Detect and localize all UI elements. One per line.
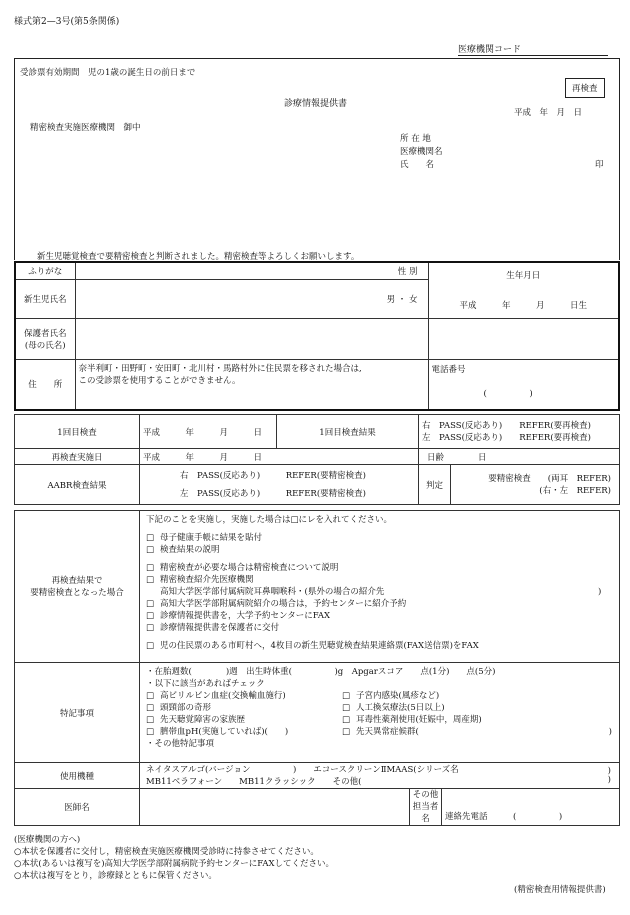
birth-info-line[interactable]: ・在胎週数( )週 出生時体重( )g Apgarスコア 点(1分) 点(5分) xyxy=(146,667,496,677)
check-cord-ph[interactable]: □ 臍帯血pH(実施していれば)( ) xyxy=(146,726,342,738)
special-notes xyxy=(140,663,620,763)
footer-notes xyxy=(14,834,334,882)
recheck-date-label: 再検査実施日 xyxy=(15,449,140,465)
first-exam-label: 1回目検査 xyxy=(15,415,140,449)
check-item-fax-center[interactable]: □ 診療情報提供書を，大学予約センターにFAX xyxy=(146,610,616,622)
institution-code-label: 医療機関コード xyxy=(458,45,522,55)
dob-cell[interactable] xyxy=(428,262,619,319)
address-note-2: この受診票を使用することができません。 xyxy=(78,375,241,386)
phone-label: 電話番号 xyxy=(431,364,466,375)
exam-table xyxy=(14,414,620,505)
referral-dest-close: ) xyxy=(598,587,602,597)
check-item-explain-detail[interactable]: □ 精密検査が必要な場合は精密検査について説明 xyxy=(146,562,616,574)
equipment-field[interactable] xyxy=(140,763,620,789)
aabr-right: 右 PASS(反応あり) REFER(要精密検査) xyxy=(180,470,366,481)
footer-note-2: ○本状(あるいは複写を)高知大学医学部附属病院予約センターにFAXしてください。 xyxy=(14,859,335,869)
footer-note-1: ○本状を保護者に交付し，精密検査実施医療機関受診時に持参させてください。 xyxy=(14,847,319,857)
first-result-right: 右 PASS(反応あり) REFER(要再検査) xyxy=(422,420,591,431)
first-result-options[interactable] xyxy=(419,415,620,449)
equipment-close-1: ) xyxy=(607,766,611,776)
check-item-give-guardian[interactable]: □ 診療情報提供書を保護者に交付 xyxy=(146,622,616,634)
equipment-line-2-text: MB11ベラフォーン MB11クラッシック その他( xyxy=(146,776,362,787)
followup-table xyxy=(14,510,620,826)
equipment-line-1 xyxy=(146,764,616,776)
aabr-label: AABR検査結果 xyxy=(15,465,140,505)
dob-label: 生年月日 xyxy=(506,271,541,281)
age-in-days[interactable]: 日齢 日 xyxy=(419,449,620,465)
physician-name-label: 氏 名 xyxy=(400,160,435,170)
followup-checklist xyxy=(140,511,620,663)
check-family-history[interactable]: □ 先天聴覚障害の家族歴 xyxy=(146,714,342,726)
institution-code-field[interactable] xyxy=(458,42,608,56)
institution-name-label: 医療機関名 xyxy=(400,147,443,157)
special-notes-label: 特記事項 xyxy=(15,663,140,763)
followup-label-2: 要精密検査となった場合 xyxy=(30,587,124,598)
patient-info-table xyxy=(14,261,620,411)
referral-message: 新生児聴覚検査で要精密検査と判断されました。精密検査等よろしくお願いします。 xyxy=(37,252,360,262)
followup-label-1: 再検査結果で xyxy=(51,575,103,586)
aabr-results[interactable] xyxy=(140,465,419,505)
check-hyperbilirubinemia[interactable]: □ 高ビリルビン血症(交換輸血施行) xyxy=(146,690,342,702)
newborn-name-label: 新生児氏名 xyxy=(15,279,75,319)
equipment-line-1-text: ネイタスアルゴ(バージョン ) エコースクリーンⅡMAAS(シリーズ名 xyxy=(146,764,459,775)
aabr-left: 左 PASS(反応あり) REFER(要精密検査) xyxy=(180,488,366,499)
check-ventilation[interactable]: □ 人工換気療法(5日以上) xyxy=(342,702,612,714)
syndrome-close-paren: ) xyxy=(608,727,612,737)
followup-label xyxy=(15,511,140,663)
form-number: 様式第2—3号(第5条関係) xyxy=(14,17,120,27)
guardian-name-field[interactable] xyxy=(75,319,428,360)
phone-field[interactable] xyxy=(428,359,619,410)
guardian-name-label: 保護者氏名 (母の氏名) xyxy=(15,319,75,360)
recheck-stamp: 再検査 xyxy=(565,78,605,98)
footer-note-3: ○本状は複写をとり，診療録とともに保管ください。 xyxy=(14,871,217,881)
document-title: 診療情報提供書 xyxy=(284,99,348,109)
document-type: (精密検査用情報提供書) xyxy=(514,885,606,895)
sex-options[interactable]: 男 ・ 女 xyxy=(75,279,428,319)
other-staff-2: 担当者 xyxy=(412,802,439,812)
furigana-label: ふりがな xyxy=(15,262,75,279)
equipment-label: 使用機種 xyxy=(15,763,140,789)
address-note-1: 奈半利町・田野町・安田町・北川村・馬路村外に住民票を移された場合は, xyxy=(78,363,362,374)
equipment-line-2 xyxy=(146,776,616,788)
referral-header-box xyxy=(14,58,620,260)
first-exam-date[interactable]: 平成 年 月 日 xyxy=(140,415,277,449)
other-staff-1: その他 xyxy=(412,790,439,800)
address-field[interactable] xyxy=(75,359,428,410)
equipment-close-2: ) xyxy=(607,775,611,785)
check-intrauterine-infection[interactable]: □ 子宮内感染(風疹など) xyxy=(342,690,612,702)
judgement-label: 判定 xyxy=(419,465,451,505)
recheck-date-field[interactable]: 平成 年 月 日 xyxy=(140,449,419,465)
other-notes-line[interactable]: ・その他特記事項 xyxy=(146,739,215,749)
followup-intro: 下記のことを実施し，実施した場合は□にレを入れてください。 xyxy=(146,515,393,525)
seal-mark: 印 xyxy=(595,160,604,170)
check-item-fax-municipality[interactable]: □ 児の住民票のある市町村へ，4枚目の新生児聴覚検査結果連絡票(FAX送信票)をFAX xyxy=(146,640,616,652)
issue-date[interactable]: 平成 年 月 日 xyxy=(514,108,583,118)
judgement-options[interactable] xyxy=(451,465,620,505)
first-result-left: 左 PASS(反応あり) REFER(要再検査) xyxy=(422,432,591,443)
dob-value: 平成 年 月 日生 xyxy=(459,301,587,311)
check-item-reservation[interactable]: □ 高知大学医学部附属病院紹介の場合は，予約センターに紹介予約 xyxy=(146,598,616,610)
other-staff-label xyxy=(410,789,442,826)
address-label: 所 在 地 xyxy=(400,134,431,144)
check-head-neck-anomaly[interactable]: □ 頭頸部の奇形 xyxy=(146,702,342,714)
referral-dest-detail[interactable] xyxy=(146,586,616,598)
judgement-line-1: 要精密検査 (両耳 REFER) xyxy=(488,473,611,484)
check-item-handbook[interactable]: □ 母子健康手帳に結果を貼付 xyxy=(146,532,616,544)
doctor-name-field[interactable] xyxy=(140,789,410,826)
phone-paren: ( ) xyxy=(483,388,533,399)
address-row-label: 住 所 xyxy=(15,359,75,410)
other-staff-3: 名 xyxy=(421,814,430,824)
check-congenital-syndrome[interactable]: □ 先天異常症候群( xyxy=(342,726,612,738)
contact-phone-field[interactable]: 連絡先電話 ( ) xyxy=(442,789,620,826)
referral-dest-text: 高知大学医学部付属病院耳鼻咽喉科・(県外の場合の紹介先 xyxy=(160,587,385,597)
check-ototoxic-drug[interactable]: □ 耳毒性薬剤使用(妊娠中，周産期) xyxy=(342,714,612,726)
check-item-explain-result[interactable]: □ 検査結果の説明 xyxy=(146,544,616,556)
addressee: 精密検査実施医療機関 御中 xyxy=(30,123,141,133)
check-intro-line: ・以下に該当があればチェック xyxy=(146,679,265,689)
footer-to: (医療機関の方へ) xyxy=(14,835,81,845)
judgement-line-2: (右・左 REFER) xyxy=(539,485,611,496)
check-item-referral-dest[interactable]: □ 精密検査紹介先医療機関 xyxy=(146,574,616,586)
guardian-extra-field xyxy=(428,319,619,360)
doctor-name-label: 医師名 xyxy=(15,789,140,826)
sex-label: 性 別 xyxy=(75,262,428,279)
validity-period: 受診票有効期間 児の1歳の誕生日の前日まで xyxy=(20,68,196,78)
first-result-label: 1回目検査結果 xyxy=(277,415,419,449)
